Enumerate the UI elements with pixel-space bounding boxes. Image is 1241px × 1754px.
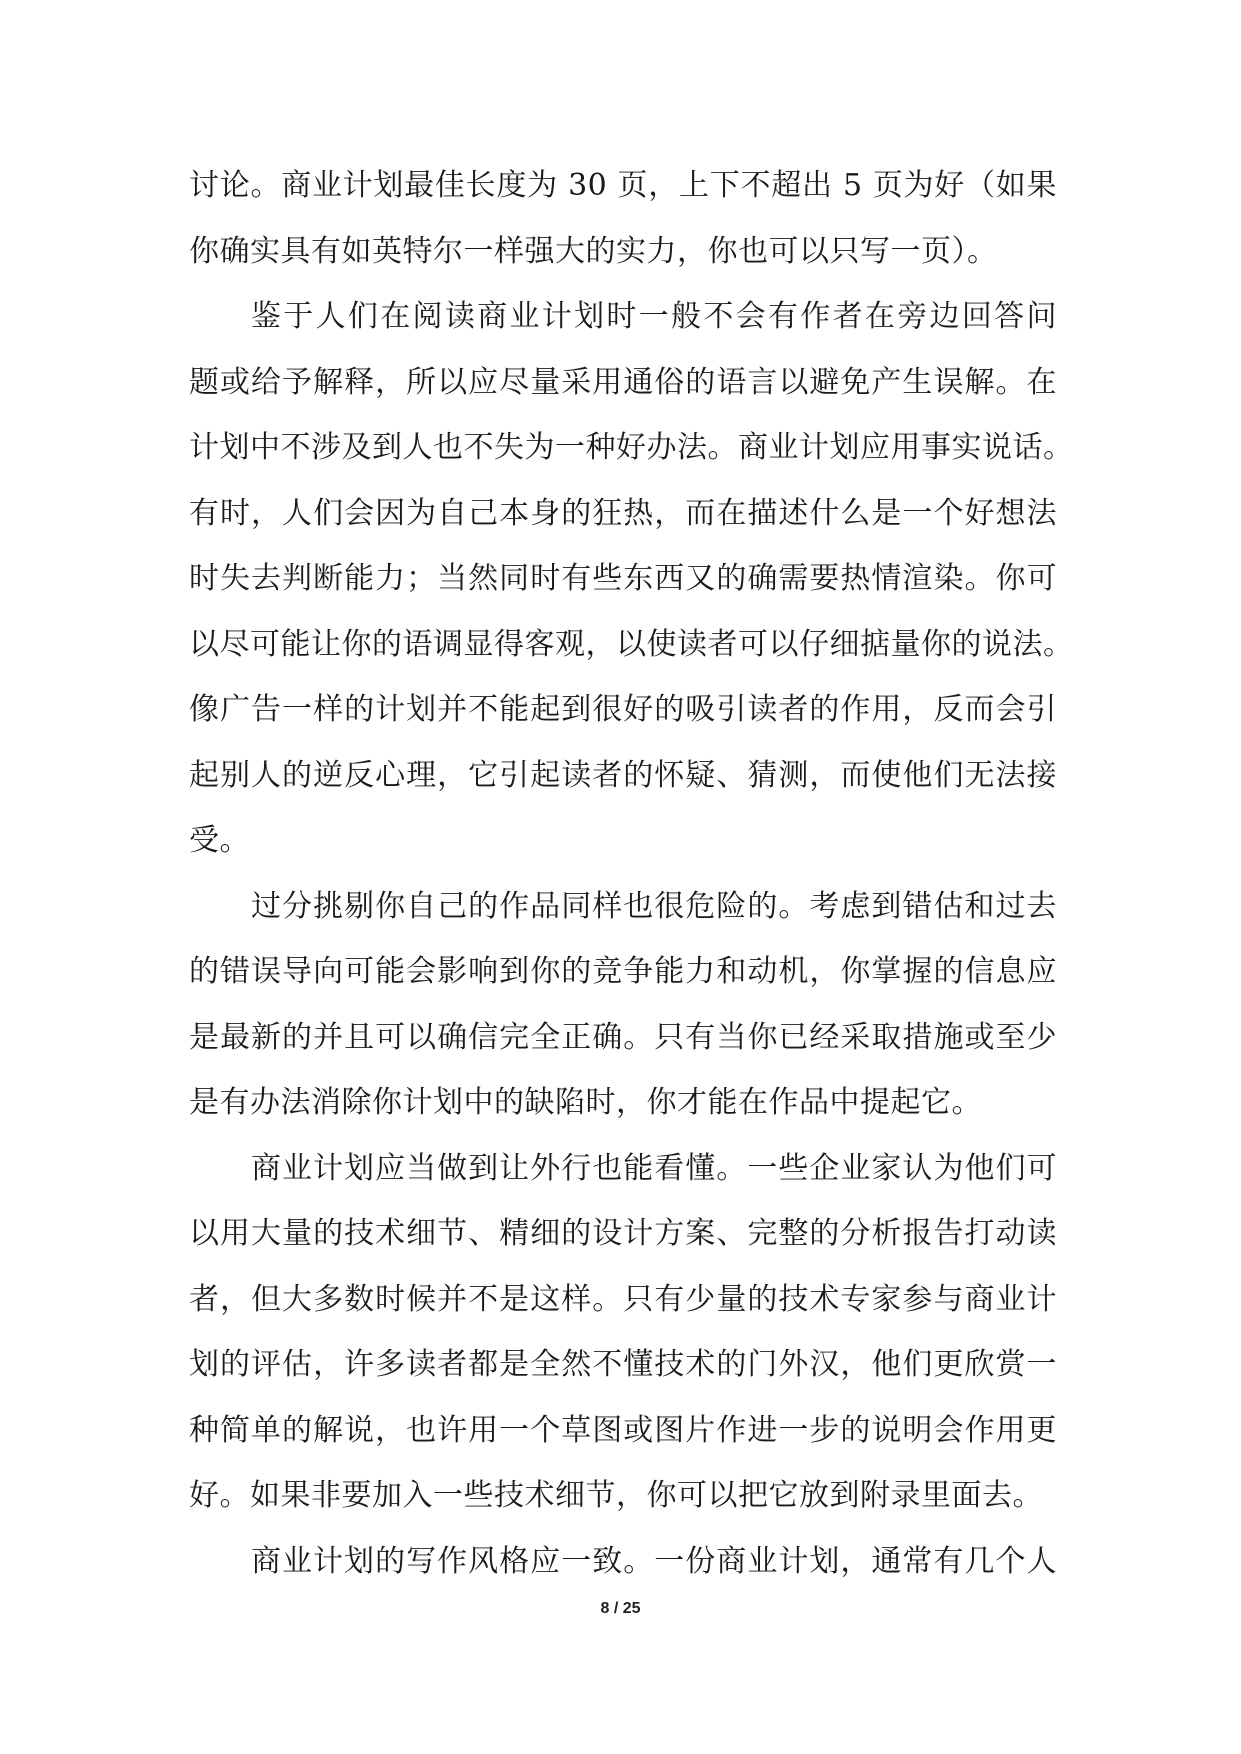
text-line: 计划中不涉及到人也不失为一种好办法。商业计划应用事实说话。 bbox=[189, 430, 1074, 465]
text-line: 受。 bbox=[189, 823, 250, 858]
text-line: 商业计划的写作风格应一致。一份商业计划，通常有几个人 bbox=[251, 1543, 1057, 1579]
text-line: 有时，人们会因为自己本身的狂热，而在描述什么是一个好想法 bbox=[189, 495, 1057, 531]
text-line: 以用大量的技术细节、精细的设计方案、完整的分析报告打动读 bbox=[189, 1216, 1057, 1251]
page-number: 8 / 25 bbox=[600, 1600, 641, 1617]
text-line: 起别人的逆反心理，它引起读者的怀疑、猜测，而使他们无法接 bbox=[189, 757, 1057, 793]
text-line: 划的评估，许多读者都是全然不懂技术的门外汉，他们更欣赏一 bbox=[189, 1347, 1057, 1382]
text-line: 的错误导向可能会影响到你的竞争能力和动机，你掌握的信息应 bbox=[189, 954, 1057, 989]
text-line: 商业计划应当做到让外行也能看懂。一些企业家认为他们可 bbox=[251, 1150, 1057, 1186]
text-line: 题或给予解释，所以应尽量采用通俗的语言以避免产生误解。在 bbox=[189, 364, 1057, 400]
text-line: 好。如果非要加入一些技术细节，你可以把它放到附录里面去。 bbox=[189, 1478, 1043, 1513]
text-line: 种简单的解说，也许用一个草图或图片作进一步的说明会作用更 bbox=[189, 1412, 1057, 1448]
text-line: 过分挑剔你自己的作品同样也很危险的。考虑到错估和过去 bbox=[251, 888, 1057, 924]
text-line: 像广告一样的计划并不能起到很好的吸引读者的作用，反而会引 bbox=[189, 692, 1057, 727]
text-line: 讨论。商业计划最佳长度为 30 页，上下不超出 5 页为好（如果 bbox=[189, 168, 1057, 203]
text-line: 鉴于人们在阅读商业计划时一般不会有作者在旁边回答问 bbox=[251, 299, 1057, 334]
text-line: 是有办法消除你计划中的缺陷时，你才能在作品中提起它。 bbox=[189, 1085, 982, 1120]
body-text bbox=[189, 153, 1074, 1594]
text-line: 者，但大多数时候并不是这样。只有少量的技术专家参与商业计 bbox=[189, 1281, 1057, 1317]
text-line: 你确实具有如英特尔一样强大的实力，你也可以只写一页）。 bbox=[189, 233, 998, 269]
text-line: 是最新的并且可以确信完全正确。只有当你已经采取措施或至少 bbox=[189, 1019, 1057, 1055]
text-line: 时失去判断能力；当然同时有些东西又的确需要热情渲染。你可 bbox=[189, 561, 1057, 596]
text-line: 以尽可能让你的语调显得客观，以使读者可以仔细掂量你的说法。 bbox=[189, 626, 1074, 662]
